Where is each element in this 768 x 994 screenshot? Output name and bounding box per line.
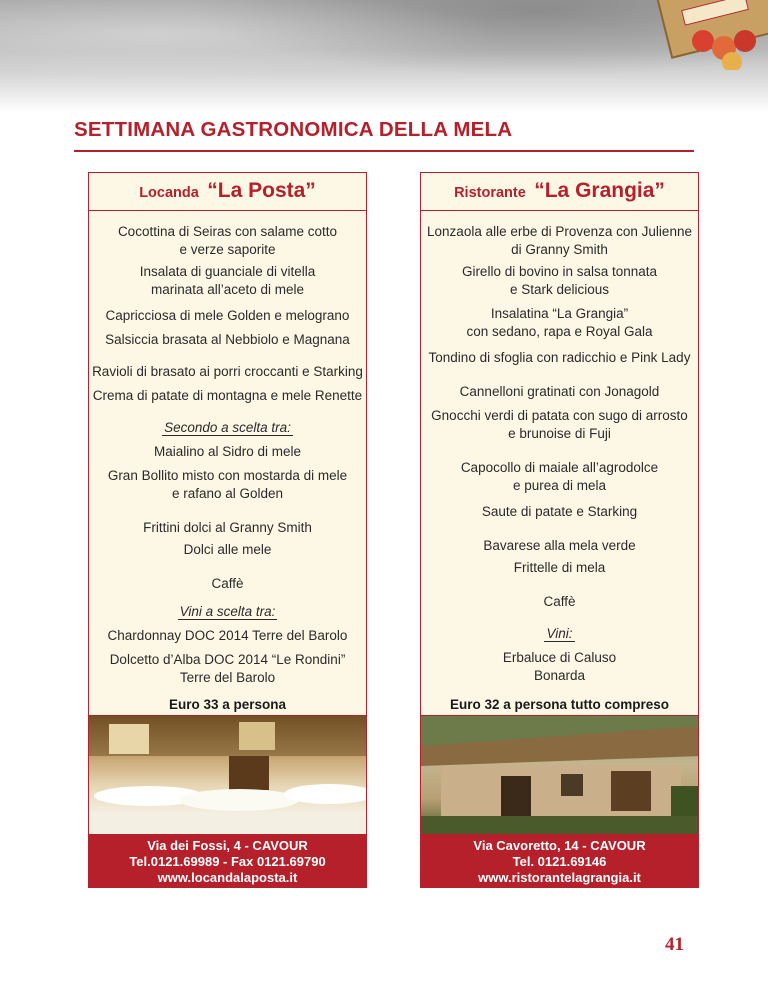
menu-column-ristorante-la-grangia (420, 172, 699, 716)
menu-item: Chardonnay DOC 2014 Terre del Barolo (107, 628, 348, 643)
website-link[interactable]: www.locandalaposta.it (157, 870, 298, 885)
column-header (89, 173, 366, 211)
venue-name: “La Grangia” (534, 179, 665, 202)
venue-name: “La Posta” (207, 179, 316, 202)
venue-type: Ristorante (454, 185, 526, 201)
menu-item: Lonzaola alle erbe di Provenza con Julienne di Granny Smith (427, 224, 692, 257)
phone: Tel. 0121.69146 (512, 854, 607, 869)
menu-item: Bavarese alla mela verde (483, 538, 636, 553)
menu-item: Dolci alle mele (183, 542, 272, 557)
phone-fax: Tel.0121.69989 - Fax 0121.69790 (129, 854, 326, 869)
menu-item: Saute di patate e Starking (481, 504, 638, 519)
venue-type: Locanda (139, 185, 199, 201)
section-heading: Secondo a scelta tra: (164, 420, 291, 435)
menu-item: Frittelle di mela (513, 560, 606, 575)
contact-footer (88, 834, 367, 888)
address: Via dei Fossi, 4 - CAVOUR (147, 838, 308, 853)
menu-item: Gran Bollito misto con mostarda di mele e rafano al Golden (107, 468, 348, 501)
menu-item: Gnocchi verdi di patata con sugo di arrosto e brunoise di Fuji (431, 408, 688, 441)
page-title: SETTIMANA GASTRONOMICA DELLA MELA (74, 118, 513, 141)
column-header (421, 173, 698, 211)
menu-item: Crema di patate di montagna e mele Renette (92, 388, 363, 403)
menu-column-locanda-la-posta (88, 172, 367, 716)
website-link[interactable]: www.ristorantelagrangia.it (478, 870, 641, 885)
menu-item: Frittini dolci al Granny Smith (143, 520, 312, 535)
menu-item: Maialino al Sidro di mele (153, 444, 302, 459)
page-number: 41 (665, 934, 684, 955)
menu-item: Cocottina di Seiras con salame cotto e verze saporite (117, 224, 338, 257)
menu-item: Capricciosa di mele Golden e melograno (105, 308, 350, 323)
section-heading: Vini a scelta tra: (179, 604, 276, 619)
menu-item: Dolcetto d’Alba DOC 2014 “Le Rondini” Terre del Barolo (109, 652, 346, 685)
menu-item: Cannelloni gratinati con Jonagold (459, 384, 660, 399)
menu-item: Caffè (543, 594, 576, 609)
menu-item: Tondino di sfoglia con radicchio e Pink Lady (428, 350, 691, 365)
address: Via Cavoretto, 14 - CAVOUR (473, 838, 646, 853)
contact-footer (420, 834, 699, 888)
restaurant-interior-photo (88, 716, 367, 834)
price: Euro 33 a persona (168, 697, 287, 712)
menu-item: Girello di bovino in salsa tonnata e Stark delicious (461, 264, 658, 297)
menu-item: Insalatina “La Grangia” con sedano, rapa e Royal Gala (466, 306, 653, 339)
menu-item: Caffè (211, 576, 244, 591)
restaurant-exterior-photo (420, 716, 699, 834)
price: Euro 32 a persona tutto compreso (449, 697, 670, 712)
section-heading: Vini: (546, 626, 573, 641)
menu-item: Erbaluce di Caluso Bonarda (502, 650, 617, 683)
title-rule (74, 150, 694, 152)
menu-item: Capocollo di maiale all’agrodolce e purea di mela (460, 460, 659, 493)
apple-crate-image (652, 0, 768, 70)
menu-item: Ravioli di brasato ai porri croccanti e Starking (92, 364, 363, 379)
menu-item: Insalata di guanciale di vitella marinata all’aceto di mele (139, 264, 316, 297)
menu-item: Salsiccia brasata al Nebbiolo e Magnana (105, 332, 350, 347)
